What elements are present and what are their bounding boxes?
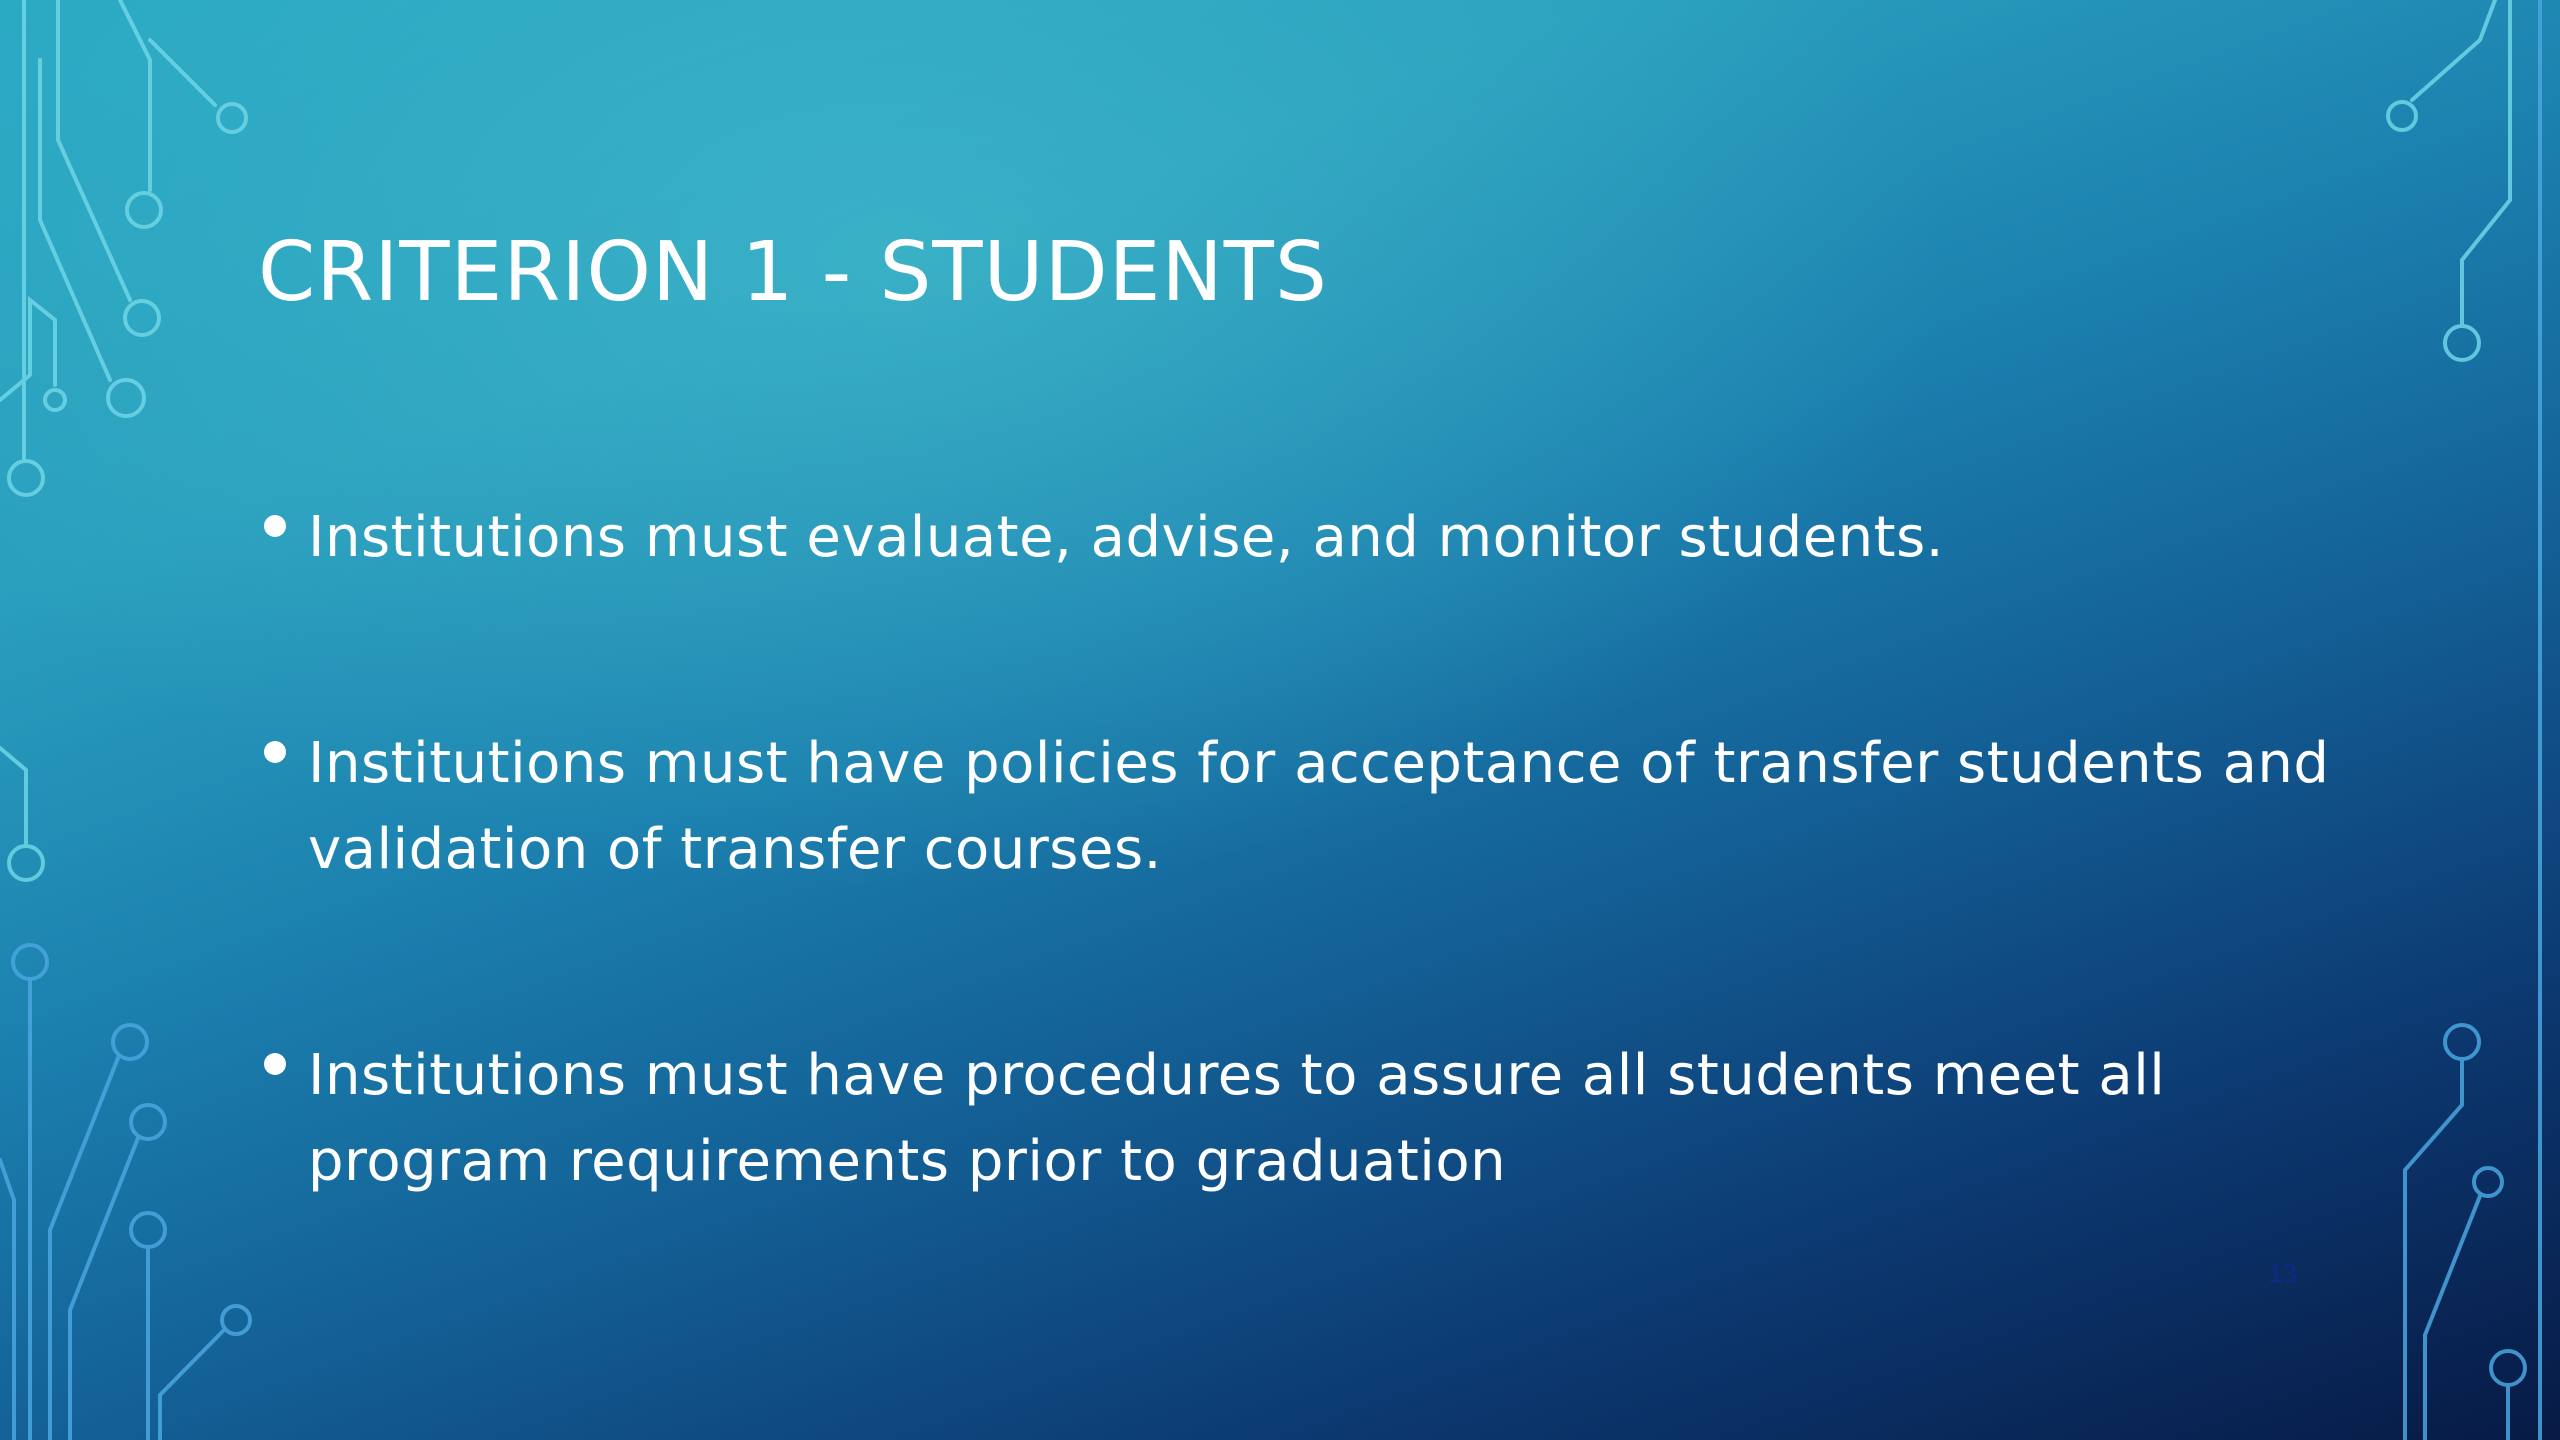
slide-title: CRITERION 1 - STUDENTS: [258, 225, 1328, 320]
list-item: [258, 721, 2358, 893]
bullet-text: Institutions must evaluate, advise, and monitor students.: [308, 505, 1945, 570]
bullet-text: Institutions must have policies for acceptance of transfer students and validation of transfer courses.: [308, 731, 2330, 882]
list-item: [258, 495, 2358, 581]
bullet-dot-icon: [264, 515, 286, 537]
bullet-dot-icon: [264, 741, 286, 763]
slide-page-number: 13: [2268, 1258, 2297, 1288]
bullet-dot-icon: [264, 1053, 286, 1075]
bullet-text: Institutions must have procedures to assure all students meet all program requirements prior to graduation: [308, 1043, 2166, 1194]
list-item: [258, 1033, 2358, 1205]
